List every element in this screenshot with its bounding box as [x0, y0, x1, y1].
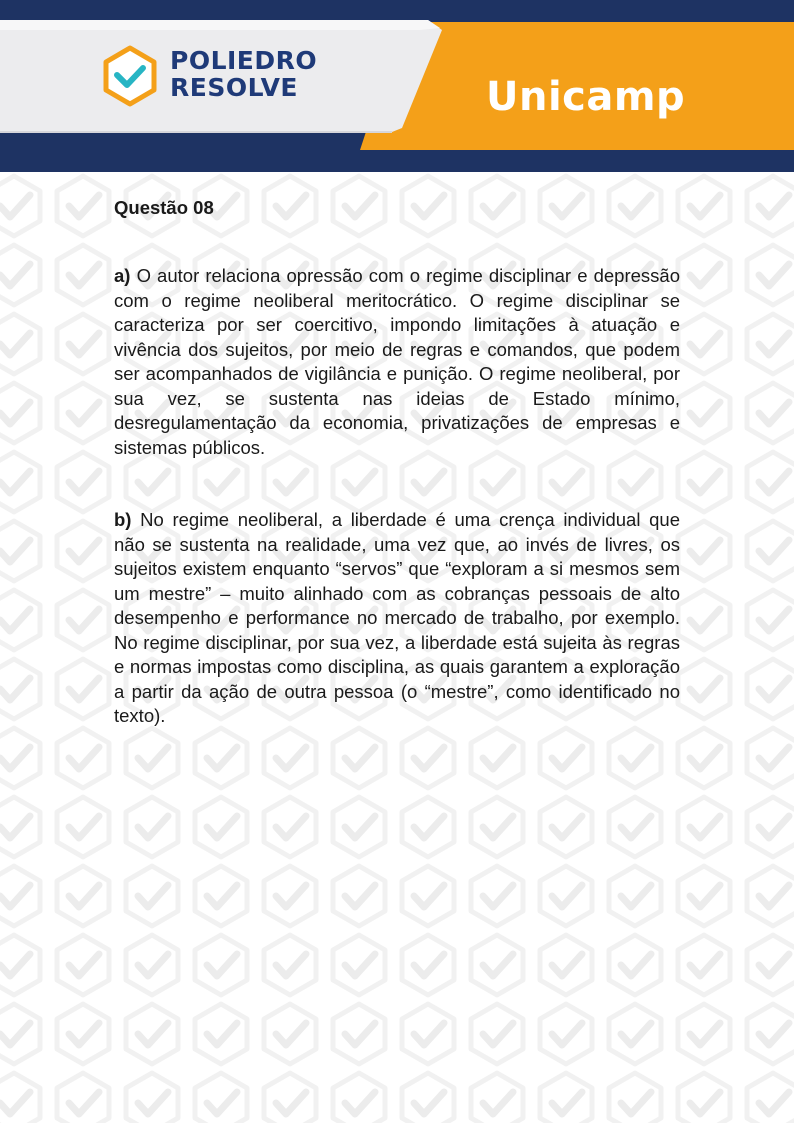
- brand-line-2: RESOLVE: [170, 73, 298, 102]
- exam-name: Unicamp: [486, 74, 686, 120]
- answer-b-text: No regime neoliberal, a liberdade é uma crença individual que não se sustenta na realidade, uma vez que, ao invés de livres, os sujeitos existem enquanto “servos” que “exploram a si mesmos sem um mestre” – muito alinhado com as cobranças pessoais de alto desempenho e performance no mercado de trabalho, por exemplo. No regime disciplinar, por sua vez, a liberdade está sujeita às regras e normas impostas como disciplina, as quais garantem a exploração a partir da ação de outra pessoa (o “mestre”, como identificado no texto).: [114, 509, 680, 726]
- question-title: Questão 08: [114, 197, 214, 218]
- brand-logo-text: [170, 47, 317, 101]
- answer-a-label: a): [114, 265, 137, 286]
- question-content: [114, 196, 680, 777]
- answer-a-text: O autor relaciona opressão com o regime disciplinar e depressão com o regime neoliberal meritocrático. O regime disciplinar se caracteriza por ser coercitivo, impondo limitações à atuação e vivência dos sujeitos, por meio de regras e comandos, que podem ser acompanhados de vigilância e punição. O regime neoliberal, por sua vez, se sustenta nas ideias de Estado mínimo, desregulamentação da economia, privatizações de empresas e sistemas públicos.: [114, 265, 680, 458]
- hexagon-check-icon: [100, 44, 160, 108]
- answer-a: [114, 264, 680, 460]
- page-header: [0, 0, 794, 172]
- answer-b: [114, 508, 680, 729]
- brand-line-1: POLIEDRO: [170, 46, 318, 75]
- answer-b-label: b): [114, 509, 141, 530]
